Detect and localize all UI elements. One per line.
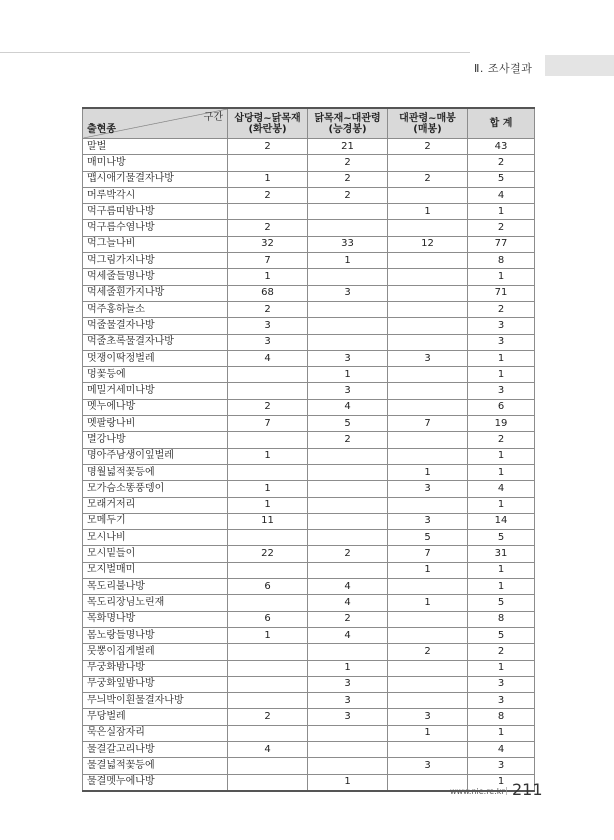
species-name-cell: 머루박각시 [83,187,228,203]
species-name-cell: 매미나방 [83,155,228,171]
count-cell: 6 [228,579,308,595]
table-row [83,660,535,676]
count-cell: 1 [228,481,308,497]
count-cell: 2 [308,187,388,203]
table-row [83,432,535,448]
table-row [83,367,535,383]
count-cell: 3 [308,709,388,725]
table-row [83,155,535,171]
count-cell: 1 [308,253,388,269]
table-row [83,334,535,350]
count-cell [308,464,388,480]
count-cell: 77 [468,236,535,252]
count-cell: 3 [308,350,388,366]
species-name-cell: 먹주홍하늘소 [83,301,228,317]
count-cell: 4 [308,595,388,611]
count-cell [308,334,388,350]
table-row [83,236,535,252]
count-cell: 1 [388,464,468,480]
count-cell: 8 [468,611,535,627]
count-cell: 3 [308,285,388,301]
count-cell [228,644,308,660]
count-cell: 1 [228,627,308,643]
species-name-cell: 무당벌레 [83,709,228,725]
table-row [83,464,535,480]
count-cell: 3 [308,693,388,709]
count-cell: 4 [308,579,388,595]
count-cell: 3 [468,693,535,709]
count-cell [388,285,468,301]
chapter-title: Ⅱ. 조사결과 [474,62,533,75]
count-cell [388,318,468,334]
count-cell: 7 [388,546,468,562]
count-cell: 1 [388,204,468,220]
count-cell: 2 [308,546,388,562]
count-cell: 7 [228,416,308,432]
count-cell: 2 [228,399,308,415]
table-row [83,513,535,529]
count-cell [228,530,308,546]
count-cell: 2 [468,155,535,171]
table-row [83,204,535,220]
count-cell [388,497,468,513]
species-name-cell: 모지벌매미 [83,562,228,578]
species-name-cell: 먹그늘나비 [83,236,228,252]
table-row [83,627,535,643]
corner-header [83,108,228,139]
species-name-cell: 먹구름띠밤나방 [83,204,228,220]
count-cell [388,611,468,627]
table-row [83,676,535,692]
count-cell: 2 [388,171,468,187]
column-header-maebong: 대관령~매봉 (매봉) [388,108,468,139]
table-row [83,383,535,399]
count-cell: 71 [468,285,535,301]
count-cell: 1 [468,350,535,366]
count-cell: 4 [468,481,535,497]
page-number: 211 [512,780,543,799]
count-cell: 12 [388,236,468,252]
table-header-row [83,108,535,139]
species-name-cell: 명월넓적꽃등에 [83,464,228,480]
count-cell: 4 [228,350,308,366]
count-cell: 5 [308,416,388,432]
column-header-total: 합 계 [468,108,535,139]
count-cell: 2 [228,139,308,155]
table-row [83,416,535,432]
count-cell: 2 [468,644,535,660]
species-table [82,107,535,792]
count-cell [388,693,468,709]
count-cell [308,269,388,285]
count-cell [388,676,468,692]
corner-species-label: 출현종 [87,124,116,135]
column-header-neunggyeongbong: 닭목재~대관령 (능경봉) [308,108,388,139]
table-row [83,693,535,709]
count-cell: 2 [388,644,468,660]
count-cell: 1 [308,367,388,383]
table-row [83,269,535,285]
count-cell [388,269,468,285]
species-name-cell: 모메두기 [83,513,228,529]
count-cell: 2 [308,155,388,171]
count-cell [388,579,468,595]
count-cell: 5 [468,627,535,643]
count-cell: 3 [388,758,468,774]
count-cell: 2 [308,432,388,448]
count-cell [308,481,388,497]
count-cell: 2 [468,432,535,448]
count-cell: 7 [388,416,468,432]
count-cell: 32 [228,236,308,252]
count-cell: 4 [308,627,388,643]
count-cell: 1 [228,171,308,187]
count-cell: 8 [468,253,535,269]
count-cell: 1 [308,660,388,676]
count-cell: 3 [308,676,388,692]
species-name-cell: 목도리장님노린재 [83,595,228,611]
count-cell: 68 [228,285,308,301]
count-cell: 3 [228,318,308,334]
count-cell [388,367,468,383]
count-cell [388,399,468,415]
count-cell: 21 [308,139,388,155]
count-cell: 2 [388,139,468,155]
table-row [83,530,535,546]
count-cell: 2 [308,171,388,187]
count-cell: 2 [228,187,308,203]
count-cell [388,448,468,464]
species-name-cell: 멧누에나방 [83,399,228,415]
count-cell [308,644,388,660]
count-cell [308,301,388,317]
count-cell [308,562,388,578]
count-cell: 2 [228,220,308,236]
count-cell: 3 [388,709,468,725]
table-row [83,709,535,725]
count-cell: 1 [388,595,468,611]
species-name-cell: 모래거저리 [83,497,228,513]
table-row [83,171,535,187]
table-row [83,301,535,317]
count-cell [308,725,388,741]
count-cell [228,774,308,791]
count-cell: 1 [468,774,535,791]
species-name-cell: 먹세줄흰가지나방 [83,285,228,301]
count-cell: 5 [468,595,535,611]
corner-section-label: 구간 [203,112,223,123]
species-name-cell: 몸노랑들명나방 [83,627,228,643]
table-row [83,644,535,660]
count-cell: 2 [308,611,388,627]
count-cell [388,220,468,236]
count-cell [308,530,388,546]
count-cell: 2 [468,220,535,236]
count-cell [388,253,468,269]
count-cell [388,301,468,317]
count-cell: 3 [388,350,468,366]
table-row [83,139,535,155]
count-cell: 1 [468,367,535,383]
count-cell: 14 [468,513,535,529]
table-row [83,546,535,562]
count-cell: 1 [388,562,468,578]
count-cell [308,513,388,529]
count-cell: 1 [468,464,535,480]
table-row [83,220,535,236]
count-cell [388,383,468,399]
table-row [83,741,535,757]
count-cell: 1 [468,725,535,741]
table-row [83,611,535,627]
count-cell: 4 [468,187,535,203]
table-row [83,579,535,595]
count-cell: 4 [468,741,535,757]
count-cell: 1 [468,497,535,513]
table-row [83,481,535,497]
count-cell [308,758,388,774]
table-body [83,139,535,791]
count-cell: 1 [228,269,308,285]
species-name-cell: 뭇뽕이집게벌레 [83,644,228,660]
count-cell: 4 [308,399,388,415]
count-cell: 2 [468,301,535,317]
count-cell: 3 [468,318,535,334]
count-cell: 1 [468,269,535,285]
species-name-cell: 물결넓적꽃등에 [83,758,228,774]
species-name-cell: 모시나비 [83,530,228,546]
count-cell [228,562,308,578]
species-name-cell: 먹줄물결자나방 [83,318,228,334]
count-cell: 3 [468,383,535,399]
count-cell: 22 [228,546,308,562]
species-name-cell: 명아주남생이잎벌레 [83,448,228,464]
count-cell: 1 [468,562,535,578]
footer-url: www.nie.re.kr [450,787,505,796]
count-cell [308,318,388,334]
table-row [83,595,535,611]
count-cell: 19 [468,416,535,432]
count-cell: 2 [228,301,308,317]
species-name-cell: 무늬박이흰물결자나방 [83,693,228,709]
count-cell [228,367,308,383]
species-name-cell: 멧팔랑나비 [83,416,228,432]
count-cell [308,220,388,236]
species-name-cell: 멍꽃등에 [83,367,228,383]
footer-separator: | [505,786,508,795]
count-cell: 5 [468,530,535,546]
table-row [83,318,535,334]
count-cell [388,187,468,203]
table-row [83,497,535,513]
species-name-cell: 먹구름수염나방 [83,220,228,236]
species-name-cell: 먹줄초록물결자나방 [83,334,228,350]
count-cell [308,741,388,757]
count-cell: 33 [308,236,388,252]
chapter-tab [545,55,614,76]
count-cell [228,383,308,399]
count-cell: 1 [308,774,388,791]
count-cell [228,432,308,448]
count-cell: 1 [388,725,468,741]
count-cell: 5 [388,530,468,546]
count-cell: 1 [468,448,535,464]
count-cell: 3 [388,481,468,497]
count-cell: 1 [228,448,308,464]
count-cell [228,725,308,741]
count-cell: 1 [468,204,535,220]
count-cell: 7 [228,253,308,269]
count-cell [228,693,308,709]
count-cell: 2 [228,709,308,725]
count-cell: 3 [468,758,535,774]
header-rule [0,52,470,53]
count-cell [228,464,308,480]
count-cell [388,660,468,676]
count-cell: 1 [228,497,308,513]
table-row [83,399,535,415]
count-cell: 3 [468,676,535,692]
count-cell: 4 [228,741,308,757]
column-header-hwaranbong: 삽당령~닭목재 (화란봉) [228,108,308,139]
table-row [83,253,535,269]
table-row [83,350,535,366]
species-name-cell: 물결멧누에나방 [83,774,228,791]
species-name-cell: 먹세줄들명나방 [83,269,228,285]
count-cell [388,432,468,448]
count-cell: 3 [468,334,535,350]
species-name-cell: 멸강나방 [83,432,228,448]
count-cell: 3 [308,383,388,399]
species-name-cell: 모가슴소똥풍뎅이 [83,481,228,497]
species-name-cell: 말벌 [83,139,228,155]
count-cell: 43 [468,139,535,155]
count-cell: 1 [468,579,535,595]
species-name-cell: 메밀거세미나방 [83,383,228,399]
count-cell [388,155,468,171]
table-row [83,725,535,741]
species-name-cell: 맵시애기물결자나방 [83,171,228,187]
count-cell: 6 [228,611,308,627]
count-cell: 31 [468,546,535,562]
table-row [83,285,535,301]
count-cell: 6 [468,399,535,415]
table-row [83,187,535,203]
count-cell [228,595,308,611]
count-cell [388,627,468,643]
count-cell [388,741,468,757]
species-name-cell: 모시밑들이 [83,546,228,562]
species-name-cell: 무궁화밤나방 [83,660,228,676]
count-cell: 11 [228,513,308,529]
count-cell [308,448,388,464]
count-cell [228,676,308,692]
species-name-cell: 무궁화잎밤나방 [83,676,228,692]
count-cell: 3 [388,513,468,529]
table-row [83,448,535,464]
species-name-cell: 묵은실잠자리 [83,725,228,741]
count-cell [308,497,388,513]
count-cell [388,334,468,350]
count-cell [228,155,308,171]
count-cell: 8 [468,709,535,725]
table-row [83,562,535,578]
species-name-cell: 목화명나방 [83,611,228,627]
species-name-cell: 먹그림가지나방 [83,253,228,269]
table-row [83,758,535,774]
count-cell [228,758,308,774]
species-name-cell: 멋쟁이딱정벌레 [83,350,228,366]
count-cell: 3 [228,334,308,350]
species-name-cell: 물결갈고리나방 [83,741,228,757]
count-cell: 1 [468,660,535,676]
count-cell [228,204,308,220]
count-cell [308,204,388,220]
count-cell [228,660,308,676]
species-name-cell: 목도리불나방 [83,579,228,595]
count-cell: 5 [468,171,535,187]
